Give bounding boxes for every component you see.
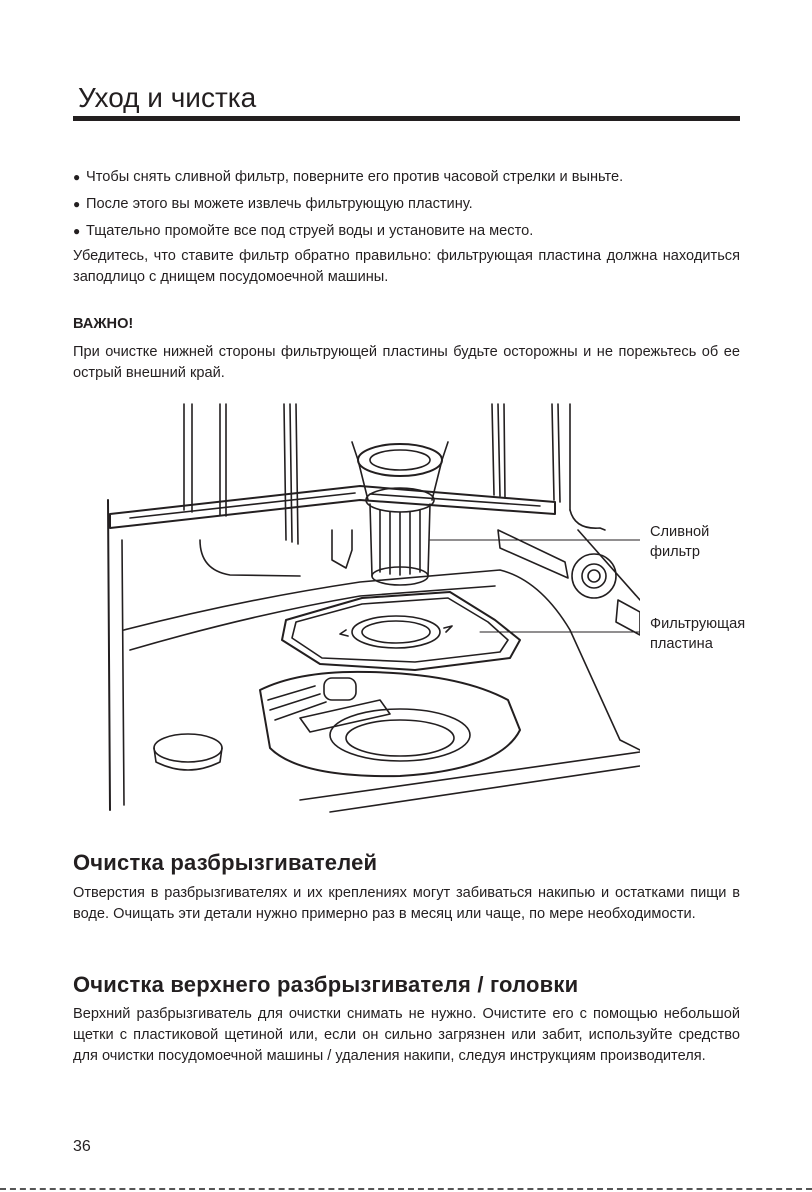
page-number: 36 [73,1138,91,1155]
bullet-dot: ● [73,224,81,238]
instruction-bullet-3 [73,221,533,242]
callout-filter-plate [650,614,745,654]
instruction-bullet-1 [73,167,623,188]
section-text-spray-arms: Отверстия в разбрызгивателях и их креплениях могут забиваться накипью и остатками пищи в воде. Очищать эти детали нужно примерно раз в месяц или чаще, по мере необходимости. [73,885,740,922]
callout-line: фильтр [650,544,700,560]
warning-text: При очистке нижней стороны фильтрующей пластины будьте осторожны и не порежьтесь об ее острый внешний край. [73,344,740,381]
section-text-upper-spray-arm: Верхний разбрызгиватель для очистки снимать не нужно. Очистите его с помощью небольшой щетки с пластиковой щетиной или, если он сильно загрязнен или забит, используйте средство для очистки посудомоечной машины / удаления накипи, следуя инструкциям производителя. [73,1006,740,1064]
footer-rule [0,1188,812,1190]
callout-line: Фильтрующая [650,616,746,632]
bullet-text: Тщательно промойте все под струей воды и установите на место. [86,223,534,239]
check-paragraph: Убедитесь, что ставите фильтр обратно правильно: фильтрующая пластина должна находиться заподлицо с днищем посудомоечной машины. [73,248,740,285]
bullet-text: Чтобы снять сливной фильтр, поверните его против часовой стрелки и выньте. [86,169,624,185]
callout-line: Сливной [650,524,710,540]
bullet-dot: ● [73,170,81,184]
section-heading-spray-arms: Очистка разбрызгивателей [73,850,378,875]
instruction-bullet-2 [73,194,473,215]
warning-label: ВАЖНО! [73,316,134,332]
dishwasher-filter-illustration [100,400,640,818]
callout-line: пластина [650,636,713,652]
bullet-text: После этого вы можете извлечь фильтрующую пластину. [86,196,473,212]
page-title: Уход и чистка [78,82,257,113]
bullet-dot: ● [73,197,81,211]
section-heading-upper-spray-arm: Очистка верхнего разбрызгивателя / головки [73,972,579,997]
callout-drain-filter [650,522,709,562]
title-rule [73,116,740,121]
